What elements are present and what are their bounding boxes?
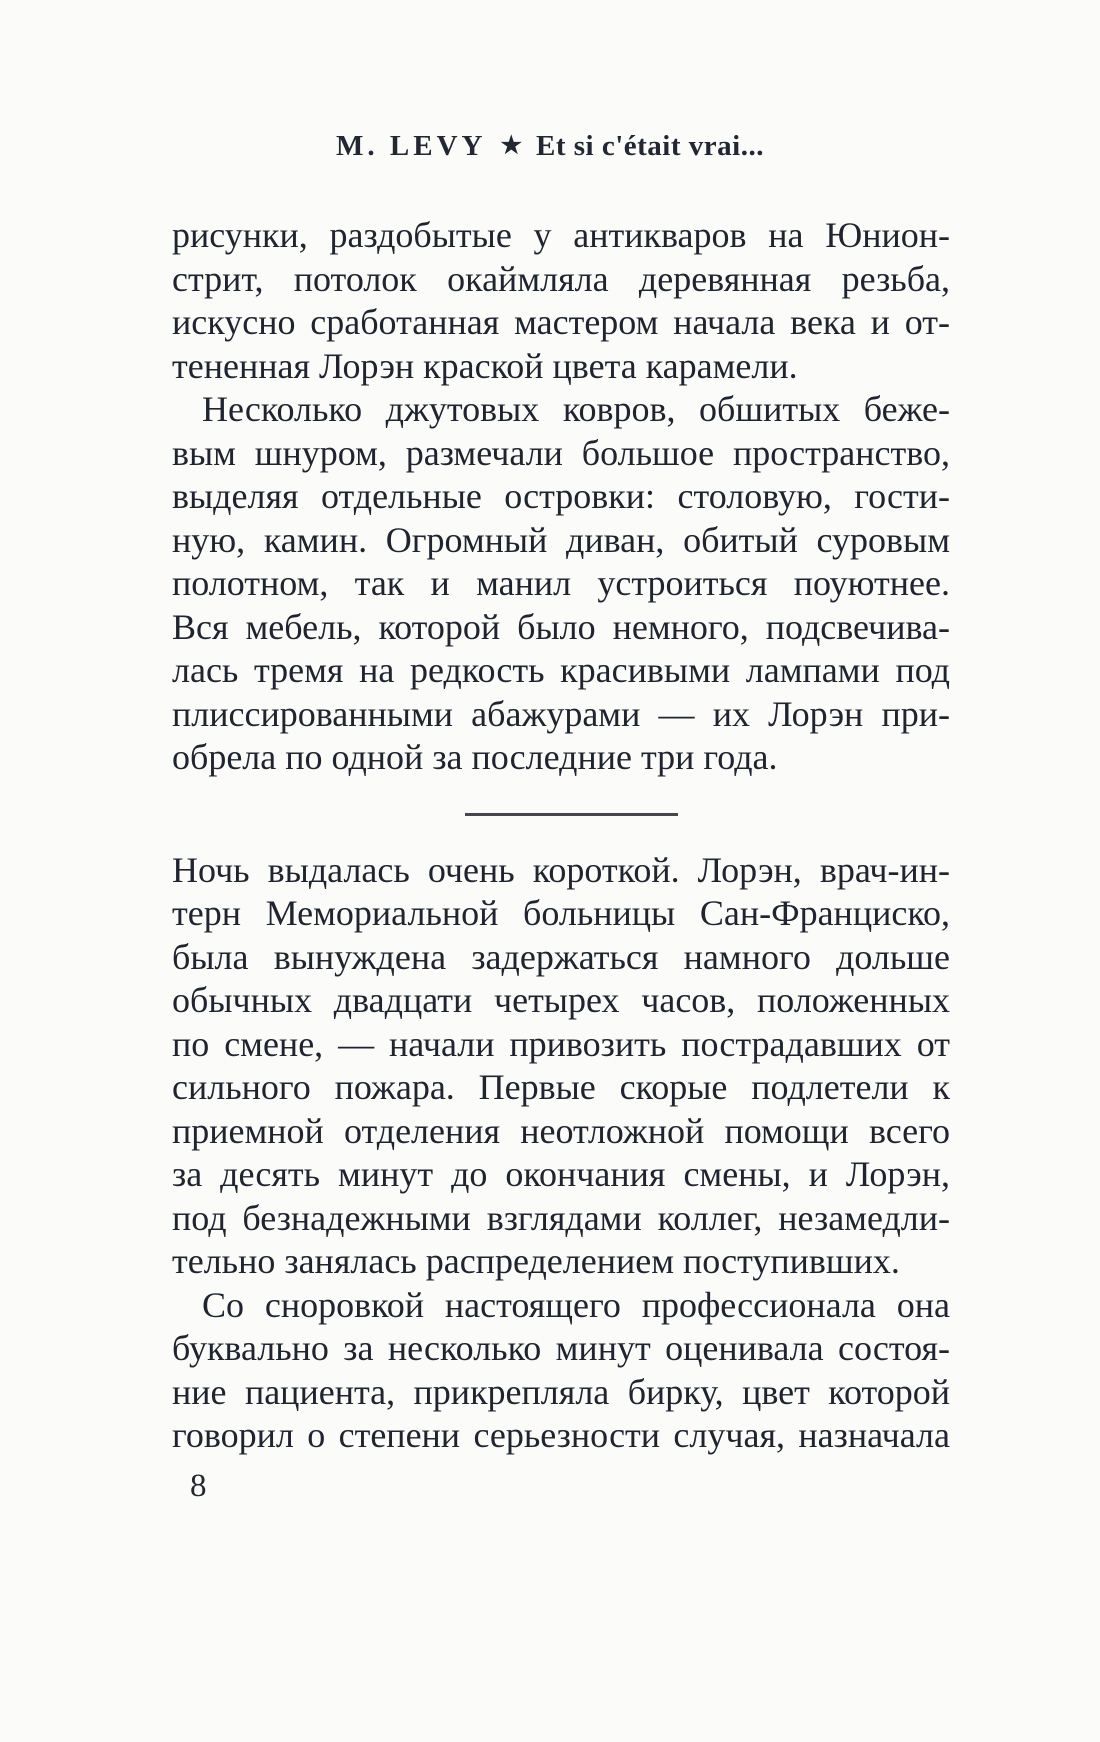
paragraph-4 bbox=[172, 1284, 950, 1458]
text-line: Несколько джутовых ковров, обшитых беже- bbox=[202, 389, 950, 429]
text-line: полотном, так и манил устроиться поуютнее. bbox=[172, 563, 950, 603]
text-line: стрит, потолок окаймляла деревянная резьба, bbox=[172, 258, 950, 299]
text-line: по смене, — начали привозить пострадавших от bbox=[172, 1023, 950, 1064]
text-line: за десять минут до окончания смены, и Лорэн, bbox=[172, 1154, 950, 1194]
text-line: вым шнуром, размечали большое пространство, bbox=[172, 432, 950, 473]
text-line: буквально за несколько минут оценивала состоя- bbox=[172, 1328, 950, 1368]
text-line: тененная Лорэн краской цвета карамели. bbox=[172, 345, 798, 386]
text-line: ние пациента, прикрепляла бирку, цвет которой bbox=[172, 1371, 950, 1412]
text-line: была вынуждена задержаться намного дольше bbox=[172, 936, 950, 977]
text-line: обычных двадцати четырех часов, положенных bbox=[172, 980, 950, 1020]
text-line: Со сноровкой настоящего профессионала она bbox=[202, 1284, 950, 1325]
text-line: терн Мемориальной больницы Сан-Франциско, bbox=[172, 893, 950, 933]
header-title: Et si c'était vrai... bbox=[536, 130, 764, 162]
page-number: 8 bbox=[190, 1468, 207, 1504]
paragraph-3 bbox=[172, 849, 950, 1284]
section-divider bbox=[465, 813, 678, 816]
text-line: искусно сработанная мастером начала века и от- bbox=[172, 302, 950, 342]
text-line: ную, камин. Огромный диван, обитый суровым bbox=[172, 519, 950, 560]
star-icon: ★ bbox=[500, 133, 522, 159]
paragraph-2 bbox=[172, 388, 950, 780]
text-line: тельно занялась распределением поступивших. bbox=[172, 1241, 900, 1281]
text-line: говорил о степени серьезности случая, назначала bbox=[172, 1415, 950, 1455]
text-line: лась тремя на редкость красивыми лампами под bbox=[172, 650, 950, 690]
text-line: Вся мебель, которой было немного, подсвечива- bbox=[172, 606, 950, 647]
page-body bbox=[172, 214, 950, 1458]
text-line: под безнадежными взглядами коллег, незамедли- bbox=[172, 1197, 950, 1238]
paragraph-1 bbox=[172, 214, 950, 388]
text-line: выделяя отдельные островки: столовую, гости- bbox=[172, 476, 950, 516]
text-line: Ночь выдалась очень короткой. Лорэн, врач-ин- bbox=[172, 849, 950, 890]
text-line: обрела по одной за последние три года. bbox=[172, 737, 778, 777]
running-header bbox=[0, 130, 1100, 163]
text-line: сильного пожара. Первые скорые подлетели к bbox=[172, 1067, 950, 1107]
text-line: рисунки, раздобытые у антикваров на Юнион- bbox=[172, 215, 950, 255]
text-line: плиссированными абажурами — их Лорэн при- bbox=[172, 693, 950, 734]
text-line: приемной отделения неотложной помощи всего bbox=[172, 1110, 950, 1151]
page-footer bbox=[190, 1468, 207, 1505]
header-author: M. LEVY bbox=[336, 130, 487, 162]
